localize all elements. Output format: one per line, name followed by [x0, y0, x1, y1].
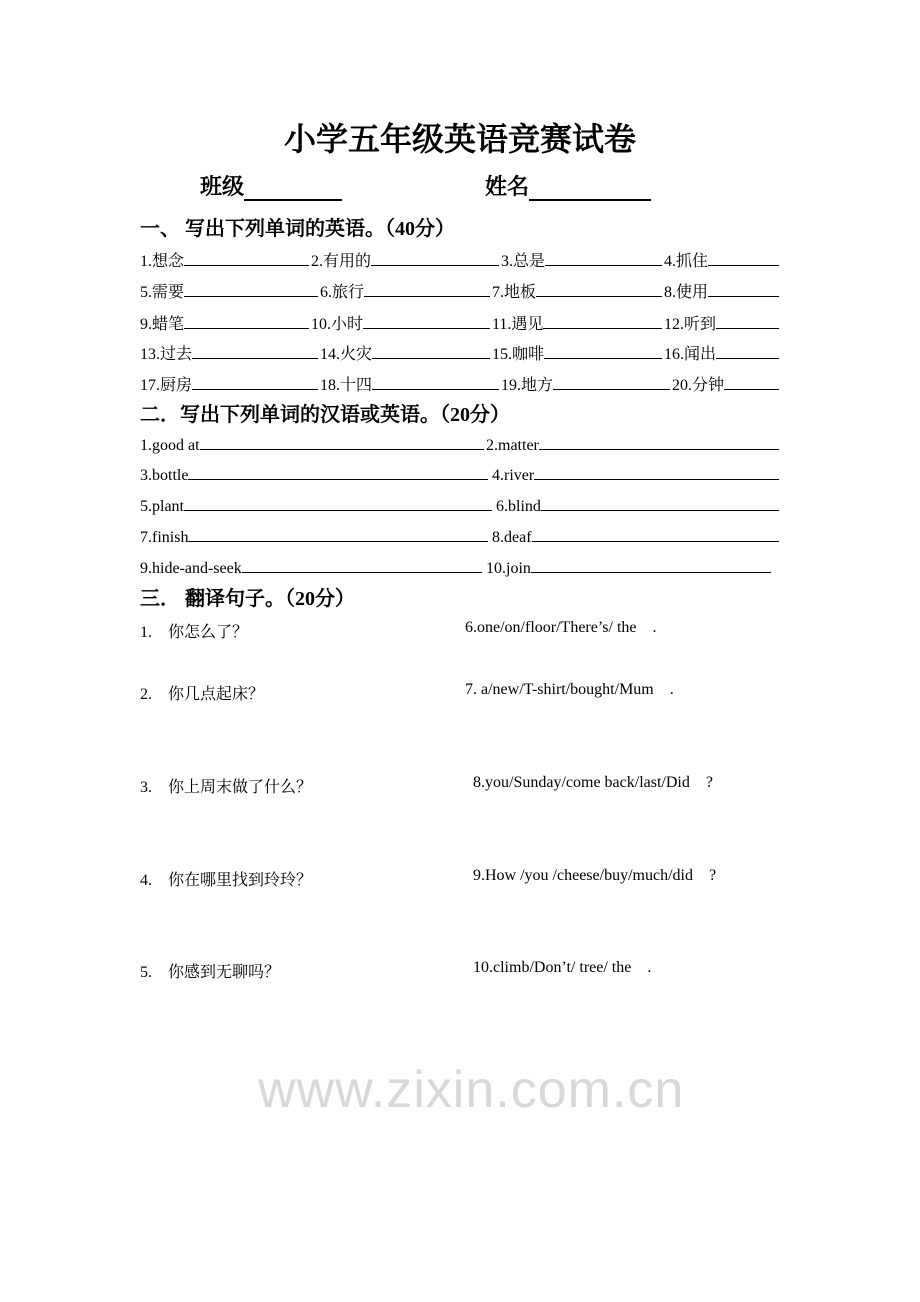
- word-item: [311, 248, 499, 271]
- answer-blank[interactable]: [242, 558, 482, 573]
- answer-blank[interactable]: [192, 375, 318, 390]
- answer-blank[interactable]: [372, 375, 499, 390]
- item-label: 2.matter: [486, 437, 539, 454]
- answer-blank[interactable]: [531, 558, 771, 573]
- answer-blank[interactable]: [541, 496, 779, 511]
- item-number: 1.: [140, 624, 152, 641]
- word-item: [664, 311, 779, 334]
- translate-item: [140, 959, 280, 982]
- word-item: [492, 311, 662, 334]
- item-label: 7.地板: [492, 284, 537, 301]
- answer-blank[interactable]: [188, 527, 488, 542]
- item-label: 1.想念: [140, 253, 185, 270]
- watermark: www.zixin.com.cn: [258, 1061, 685, 1119]
- section3-heading: 三． 翻译句子。（20分）: [140, 588, 355, 610]
- item-label: 7. a/new/T-shirt/bought/Mum .: [465, 681, 674, 698]
- item-label: 7.finish: [140, 529, 189, 546]
- answer-blank[interactable]: [544, 344, 662, 359]
- item-label: 8.使用: [664, 284, 709, 301]
- item-label: 9.蜡笔: [140, 316, 185, 333]
- item-label: 2.有用的: [311, 253, 372, 270]
- item-text: 你几点起床？: [168, 686, 265, 703]
- answer-blank[interactable]: [553, 375, 670, 390]
- item-label: 19.地方: [501, 377, 554, 394]
- class-blank: [244, 179, 342, 201]
- item-text: 你在哪里找到玲玲？: [168, 872, 313, 889]
- answer-blank[interactable]: [184, 496, 492, 511]
- word-item: [140, 527, 488, 547]
- answer-blank[interactable]: [708, 282, 779, 297]
- word-item: [496, 496, 779, 516]
- answer-blank[interactable]: [716, 344, 779, 359]
- name-blank: [529, 179, 651, 201]
- word-item: [492, 527, 779, 547]
- answer-blank[interactable]: [532, 527, 779, 542]
- word-item: [501, 248, 662, 271]
- answer-blank[interactable]: [372, 344, 490, 359]
- word-item: [140, 435, 484, 455]
- item-label: 5.需要: [140, 284, 185, 301]
- answer-blank[interactable]: [371, 251, 499, 266]
- translate-item: [140, 867, 312, 890]
- word-item: [320, 372, 499, 395]
- translate-item: [140, 619, 248, 642]
- word-item: [486, 435, 779, 455]
- item-label: 1.good at: [140, 437, 200, 454]
- word-item: [311, 311, 490, 334]
- word-item: [140, 372, 318, 395]
- word-item: [672, 372, 779, 395]
- item-label: 9.How /you /cheese/buy/much/did ?: [473, 867, 717, 884]
- item-label: 6.旅行: [320, 284, 365, 301]
- item-label: 11.遇见: [492, 316, 544, 333]
- word-item: [140, 558, 482, 578]
- word-item: [664, 341, 779, 364]
- answer-blank[interactable]: [192, 344, 318, 359]
- word-item: [320, 341, 490, 364]
- name-label: 姓名: [485, 174, 530, 199]
- rearrange-item: [473, 959, 651, 977]
- answer-blank[interactable]: [363, 314, 490, 329]
- answer-blank[interactable]: [536, 282, 662, 297]
- item-label: 4.river: [492, 467, 535, 484]
- item-label: 16.闻出: [664, 346, 717, 363]
- translate-item: [140, 681, 264, 704]
- word-item: [492, 279, 662, 302]
- class-label: 班级: [200, 174, 245, 199]
- section1-heading: 一、 写出下列单词的英语。（40分）: [140, 218, 455, 240]
- item-label: 13.过去: [140, 346, 193, 363]
- word-item: [140, 496, 492, 516]
- word-item: [486, 558, 771, 578]
- item-label: 3.总是: [501, 253, 546, 270]
- answer-blank[interactable]: [188, 465, 488, 480]
- item-label: 15.咖啡: [492, 346, 545, 363]
- answer-blank[interactable]: [545, 251, 662, 266]
- rearrange-item: [465, 681, 674, 699]
- answer-blank[interactable]: [184, 251, 309, 266]
- item-label: 8.deaf: [492, 529, 532, 546]
- word-item: [140, 248, 309, 271]
- item-label: 20.分钟: [672, 377, 725, 394]
- item-label: 4.抓住: [664, 253, 709, 270]
- word-item: [140, 465, 488, 485]
- item-number: 3.: [140, 779, 152, 796]
- rearrange-item: [465, 619, 657, 637]
- word-item: [501, 372, 670, 395]
- item-number: 5.: [140, 964, 152, 981]
- class-field: [200, 170, 342, 201]
- word-item: [320, 279, 490, 302]
- item-label: 14.火灾: [320, 346, 373, 363]
- item-label: 10.join: [486, 560, 531, 577]
- word-item: [140, 311, 309, 334]
- item-label: 10.climb/Don’t/ tree/ the .: [473, 959, 652, 976]
- answer-blank[interactable]: [724, 375, 779, 390]
- answer-blank[interactable]: [539, 435, 779, 450]
- item-label: 10.小时: [311, 316, 364, 333]
- word-item: [492, 465, 779, 485]
- item-label: 5.plant: [140, 498, 184, 515]
- item-label: 8.you/Sunday/come back/last/Did ?: [473, 774, 713, 791]
- name-field: [485, 170, 651, 201]
- section2-heading: 二．写出下列单词的汉语或英语。（20分）: [140, 404, 510, 426]
- item-text: 你上周末做了什么？: [168, 779, 313, 796]
- item-label: 18.十四: [320, 377, 373, 394]
- answer-blank[interactable]: [184, 314, 309, 329]
- answer-blank[interactable]: [364, 282, 490, 297]
- item-text: 你怎么了？: [168, 624, 249, 641]
- item-label: 9.hide-and-seek: [140, 560, 242, 577]
- answer-blank[interactable]: [708, 251, 779, 266]
- item-label: 12.听到: [664, 316, 717, 333]
- item-text: 你感到无聊吗？: [168, 964, 281, 981]
- word-item: [664, 248, 779, 271]
- item-number: 2.: [140, 686, 152, 703]
- answer-blank[interactable]: [200, 435, 484, 450]
- item-label: 6.blind: [496, 498, 541, 515]
- answer-blank[interactable]: [184, 282, 318, 297]
- item-number: 4.: [140, 872, 152, 889]
- answer-blank[interactable]: [716, 314, 779, 329]
- answer-blank[interactable]: [534, 465, 779, 480]
- answer-blank[interactable]: [543, 314, 662, 329]
- translate-item: [140, 774, 312, 797]
- rearrange-item: [473, 867, 716, 885]
- item-label: 3.bottle: [140, 467, 189, 484]
- page-title: 小学五年级英语竞赛试卷: [283, 121, 636, 157]
- word-item: [664, 279, 779, 302]
- rearrange-item: [473, 774, 713, 792]
- word-item: [140, 279, 318, 302]
- item-label: 17.厨房: [140, 377, 193, 394]
- word-item: [140, 341, 318, 364]
- word-item: [492, 341, 662, 364]
- item-label: 6.one/on/floor/There’s/ the .: [465, 619, 657, 636]
